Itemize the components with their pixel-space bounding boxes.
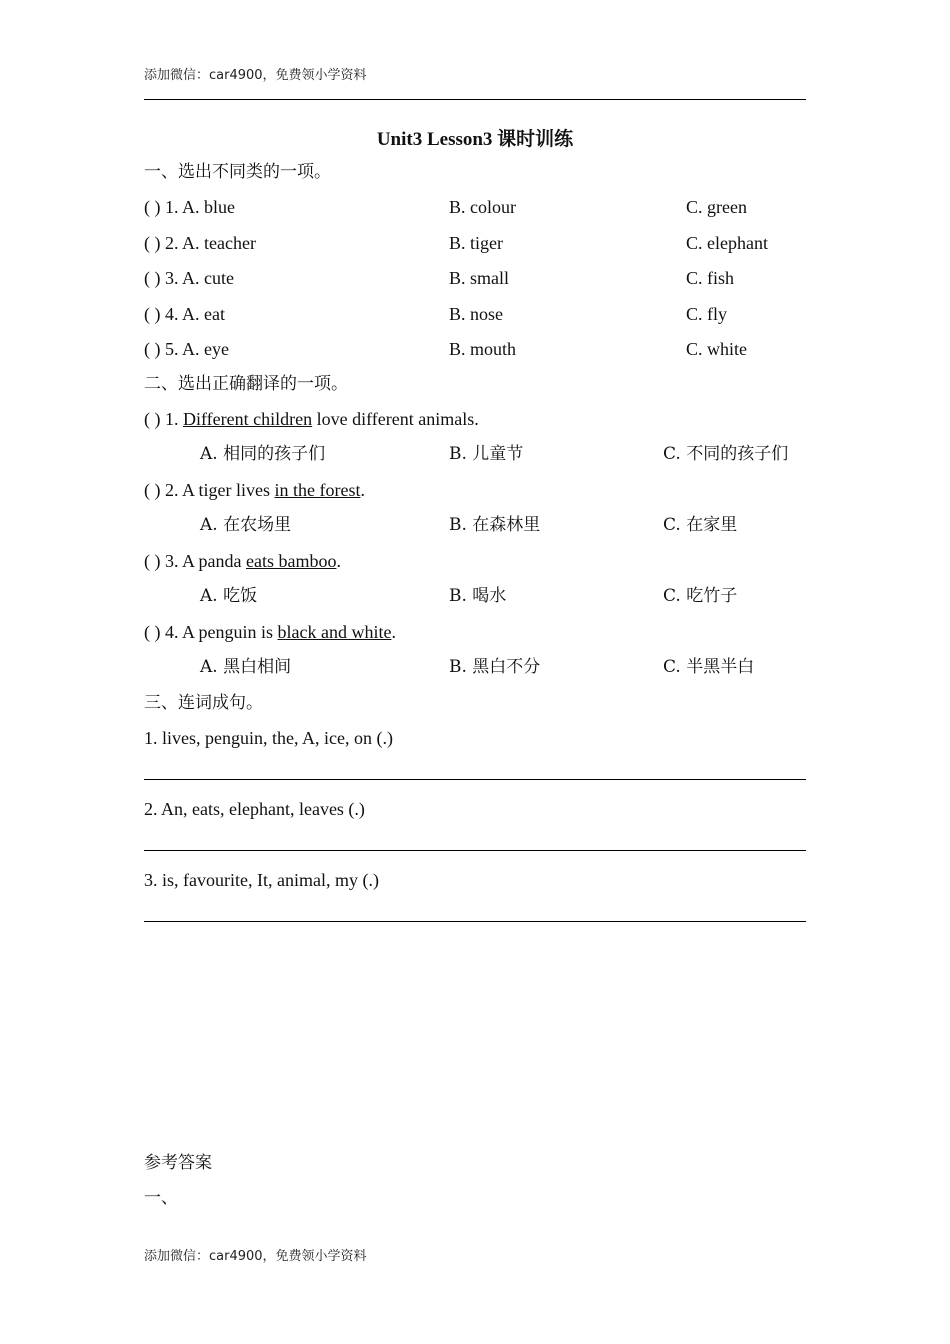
s3-item-1-words: 1. lives, penguin, the, A, ice, on (.)	[144, 728, 393, 748]
s1-item-4-option-c: C. fly	[686, 304, 728, 324]
s1-item-3-stem: ( ) 3. A. cute	[144, 268, 234, 288]
section2-heading: 二、选出正确翻译的一项。	[144, 374, 348, 394]
s1-item-2-option-b: B. tiger	[449, 233, 503, 253]
s2-item-3-option-c: C. 吃竹子	[663, 586, 738, 606]
s2-item-4-option-a: A. 黑白相间	[200, 657, 292, 677]
s1-item-3-option-b: B. small	[449, 268, 510, 288]
s2-item-2-sentence	[144, 478, 365, 502]
section3-heading: 三、连词成句。	[144, 693, 263, 713]
s1-item-5-option-c: C. white	[686, 339, 747, 359]
s2-item-3-underlined: eats bamboo	[245, 551, 337, 571]
s3-item-1-answer-line	[144, 779, 806, 780]
s2-item-1-option-c: C. 不同的孩子们	[663, 444, 789, 464]
page-footer: 添加微信：car4900，免费领小学资料	[144, 1249, 367, 1264]
s1-item-1-option-b: B. colour	[449, 197, 516, 217]
s2-item-3-prefix: ( ) 3. A panda	[144, 551, 246, 571]
s2-item-3-option-b: B. 喝水	[449, 586, 507, 606]
s1-item-2-stem: ( ) 2. A. teacher	[144, 233, 256, 253]
page-header: 添加微信：car4900，免费领小学资料	[144, 68, 367, 83]
worksheet-title: Unit3 Lesson3 课时训练	[376, 129, 574, 150]
answers-section1-label: 一、	[144, 1188, 178, 1208]
s2-item-4-option-c: C. 半黑半白	[663, 657, 755, 677]
s3-item-3-answer-line	[144, 921, 806, 922]
s2-item-1-underlined: Different children	[183, 409, 313, 429]
s2-item-3-sentence	[144, 549, 341, 573]
s2-item-2-suffix: .	[360, 480, 365, 500]
s2-item-2-option-b: B. 在森林里	[449, 515, 541, 535]
s1-item-1-stem: ( ) 1. A. blue	[144, 197, 235, 217]
s2-item-4-option-b: B. 黑白不分	[449, 657, 541, 677]
s2-item-4-underlined: black and white	[277, 622, 392, 642]
s2-item-2-prefix: ( ) 2. A tiger lives	[144, 480, 275, 500]
s2-item-4-suffix: .	[391, 622, 396, 642]
s3-item-2-answer-line	[144, 850, 806, 851]
s2-item-2-underlined: in the forest	[274, 480, 361, 500]
s2-item-1-sentence	[144, 407, 479, 431]
s1-item-1-option-c: C. green	[686, 197, 747, 217]
s2-item-1-prefix: ( ) 1.	[144, 409, 183, 429]
s3-item-2-words: 2. An, eats, elephant, leaves (.)	[144, 799, 365, 819]
s1-item-4-option-b: B. nose	[449, 304, 503, 324]
answers-heading: 参考答案	[144, 1153, 212, 1173]
header-divider	[144, 99, 806, 100]
s3-item-3-words: 3. is, favourite, It, animal, my (.)	[144, 870, 379, 890]
s1-item-5-stem: ( ) 5. A. eye	[144, 339, 229, 359]
s2-item-3-suffix: .	[336, 551, 341, 571]
s1-item-2-option-c: C. elephant	[686, 233, 768, 253]
s2-item-1-option-b: B. 儿童节	[449, 444, 524, 464]
s2-item-1-option-a: A. 相同的孩子们	[200, 444, 326, 464]
s1-item-4-stem: ( ) 4. A. eat	[144, 304, 225, 324]
s1-item-5-option-b: B. mouth	[449, 339, 517, 359]
s2-item-4-sentence	[144, 620, 396, 644]
s2-item-1-suffix: love different animals.	[312, 409, 479, 429]
s1-item-3-option-c: C. fish	[686, 268, 735, 288]
section1-heading: 一、选出不同类的一项。	[144, 162, 331, 182]
s2-item-4-prefix: ( ) 4. A penguin is	[144, 622, 278, 642]
s2-item-2-option-a: A. 在农场里	[200, 515, 292, 535]
s2-item-3-option-a: A. 吃饭	[200, 586, 258, 606]
s2-item-2-option-c: C. 在家里	[663, 515, 738, 535]
